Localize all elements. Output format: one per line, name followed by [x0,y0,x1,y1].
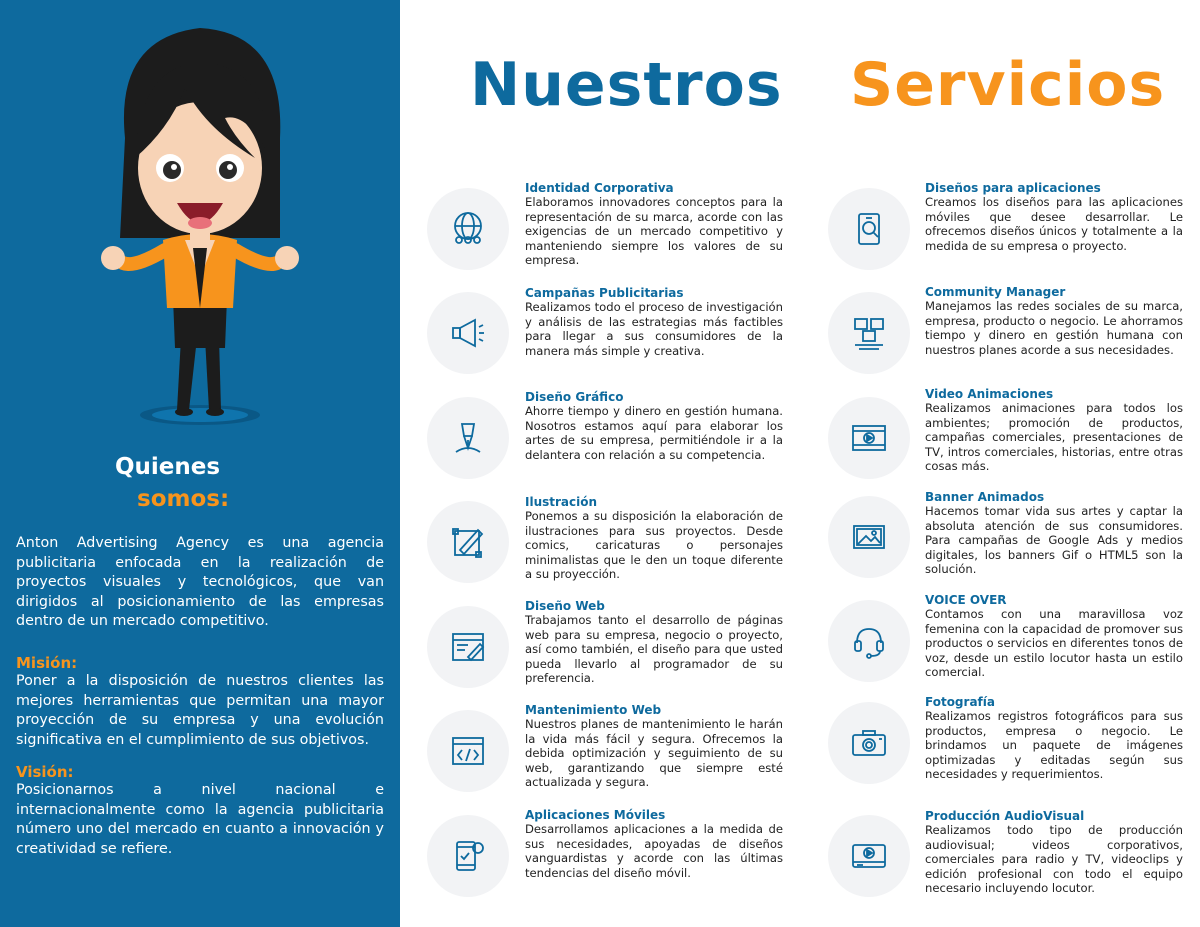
service-description: Trabajamos tanto el desarrollo de páginas web para su empresa, negocio o proyecto, así como también, el diseño para que usted pueda llevarlo al programador de su preferencia. [525,613,783,686]
vision-text: Posicionarnos a nivel nacional e internacionalmente como la agencia publicitaria número uno del mercado en cuanto a innovación y creatividad se refiere. [16,782,384,857]
title-servicios: Servicios [850,50,1166,120]
image-banner-icon [828,496,910,578]
mision-text: Poner a la disposición de nuestros clientes las mejores herramientas que permitan una mayor proyección de su empresa y una evolución significativa en el cumplimiento de sus objetivos. [16,673,384,748]
service-diseno-grafico [525,390,783,462]
service-description: Ponemos a su disposición la elaboración de ilustraciones para sus proyectos. Desde comics, caricaturas o personajes minimalistas que le den un toque diferente a su proyección. [525,509,783,582]
service-identidad-corporativa [525,181,783,268]
headset-icon [828,600,910,682]
service-title: Aplicaciones Móviles [525,808,666,822]
phone-search-icon [828,188,910,270]
character-illustration [85,18,315,438]
film-play-icon [828,397,910,479]
pen-nib-icon [427,397,509,479]
service-title: VOICE OVER [925,593,1007,607]
service-disenos-aplicaciones [925,181,1183,253]
service-title: Diseño Web [525,599,605,613]
web-design-icon [427,606,509,688]
service-community-manager [925,285,1183,357]
video-player-icon [828,815,910,897]
camera-icon [828,702,910,784]
about-sidebar [0,0,400,927]
service-produccion-audiovisual [925,809,1183,896]
globe-people-icon [427,188,509,270]
service-aplicaciones-moviles [525,808,783,880]
service-title: Mantenimiento Web [525,703,662,717]
service-title: Campañas Publicitarias [525,286,684,300]
about-intro-text: Anton Advertising Agency es una agencia publicitaria enfocada en la realización de proyectos visuales y tecnológicos, que van dirigidos al posicionamiento de las empresas dentro de un mercado competitivo. [16,535,384,629]
about-heading-line2: somos: [137,486,230,512]
service-title: Diseño Gráfico [525,390,624,404]
service-mantenimiento-web [525,703,783,790]
about-heading-line1: Quienes [115,454,221,480]
service-description: Realizamos todo el proceso de investigación y análisis de las estrategias más factibles para llegar a sus consumidores de la manera más simple y creativa. [525,300,783,358]
service-video-animaciones [925,387,1183,474]
service-title: Video Animaciones [925,387,1054,401]
community-icon [828,292,910,374]
service-ilustracion [525,495,783,582]
code-window-icon [427,710,509,792]
service-description: Nuestros planes de mantenimiento le harán la vida más fácil y segura. Ofrecemos la debida optimización y seguimiento de su web, garantizando que siempre esté actualizada y segura. [525,717,783,790]
title-nuestros: Nuestros [470,50,783,120]
service-description: Elaboramos innovadores conceptos para la representación de su marca, acorde con las exigencias de un mercado competitivo y manteniendo siempre los valores de su empresa. [525,195,783,268]
mision-label: Misión: [16,654,78,672]
service-title: Banner Animados [925,490,1045,504]
service-description: Realizamos animaciones para todos los ambientes; promoción de productos, campañas comerciales, presentaciones de TV, intros comerciales, historias, entre otras cosas más. [925,401,1183,474]
service-title: Producción AudioVisual [925,809,1085,823]
service-title: Identidad Corporativa [525,181,674,195]
mobile-apps-icon [427,815,509,897]
service-description: Realizamos todo tipo de producción audiovisual; videos corporativos, comerciales para radio y TV, videoclips y edición profesional con todo el equipo necesario incluyendo locutor. [925,823,1183,896]
vision-label: Visión: [16,763,74,781]
service-diseno-web [525,599,783,686]
service-fotografia [925,695,1183,782]
service-banner-animados [925,490,1183,577]
service-campanas-publicitarias [525,286,783,358]
service-description: Desarrollamos aplicaciones a la medida de sus necesidades, apoyadas de diseños vanguardistas y acorde con las últimas tendencias del diseño móvil. [525,822,783,880]
service-description: Hacemos tomar vida sus artes y captar la absoluta atención de sus consumidores. Para campañas de Google Ads y medios digitales, los banners Gif o HTML5 son la solución. [925,504,1183,577]
service-description: Realizamos registros fotográficos para sus productos, empresa o negocio. Le brindamos un paquete de imágenes optimizadas y editadas según sus necesidades y requerimientos. [925,709,1183,782]
service-title: Fotografía [925,695,995,709]
illustration-icon [427,501,509,583]
megaphone-icon [427,292,509,374]
service-title: Ilustración [525,495,598,509]
service-title: Diseños para aplicaciones [925,181,1101,195]
service-title: Community Manager [925,285,1066,299]
service-description: Ahorre tiempo y dinero en gestión humana. Nosotros estamos aquí para elaborar los artes de su empresa, permitiéndole ir a la delantera con relación a su competencia. [525,404,783,462]
service-description: Manejamos las redes sociales de su marca, empresa, producto o negocio. Le ahorramos tiempo y dinero en gestión humana con nuestros planes acorde a sus necesidades. [925,299,1183,357]
service-voice-over [925,593,1183,680]
service-description: Contamos con una maravillosa voz femenina con la capacidad de promover sus productos o servicios en diferentes tonos de voz, desde un estilo locutor hasta un estilo comercial. [925,607,1183,680]
service-description: Creamos los diseños para las aplicaciones móviles que desee desarrollar. Le ofrecemos diseños únicos y totalmente a la medida de su empresa o proyecto. [925,195,1183,253]
